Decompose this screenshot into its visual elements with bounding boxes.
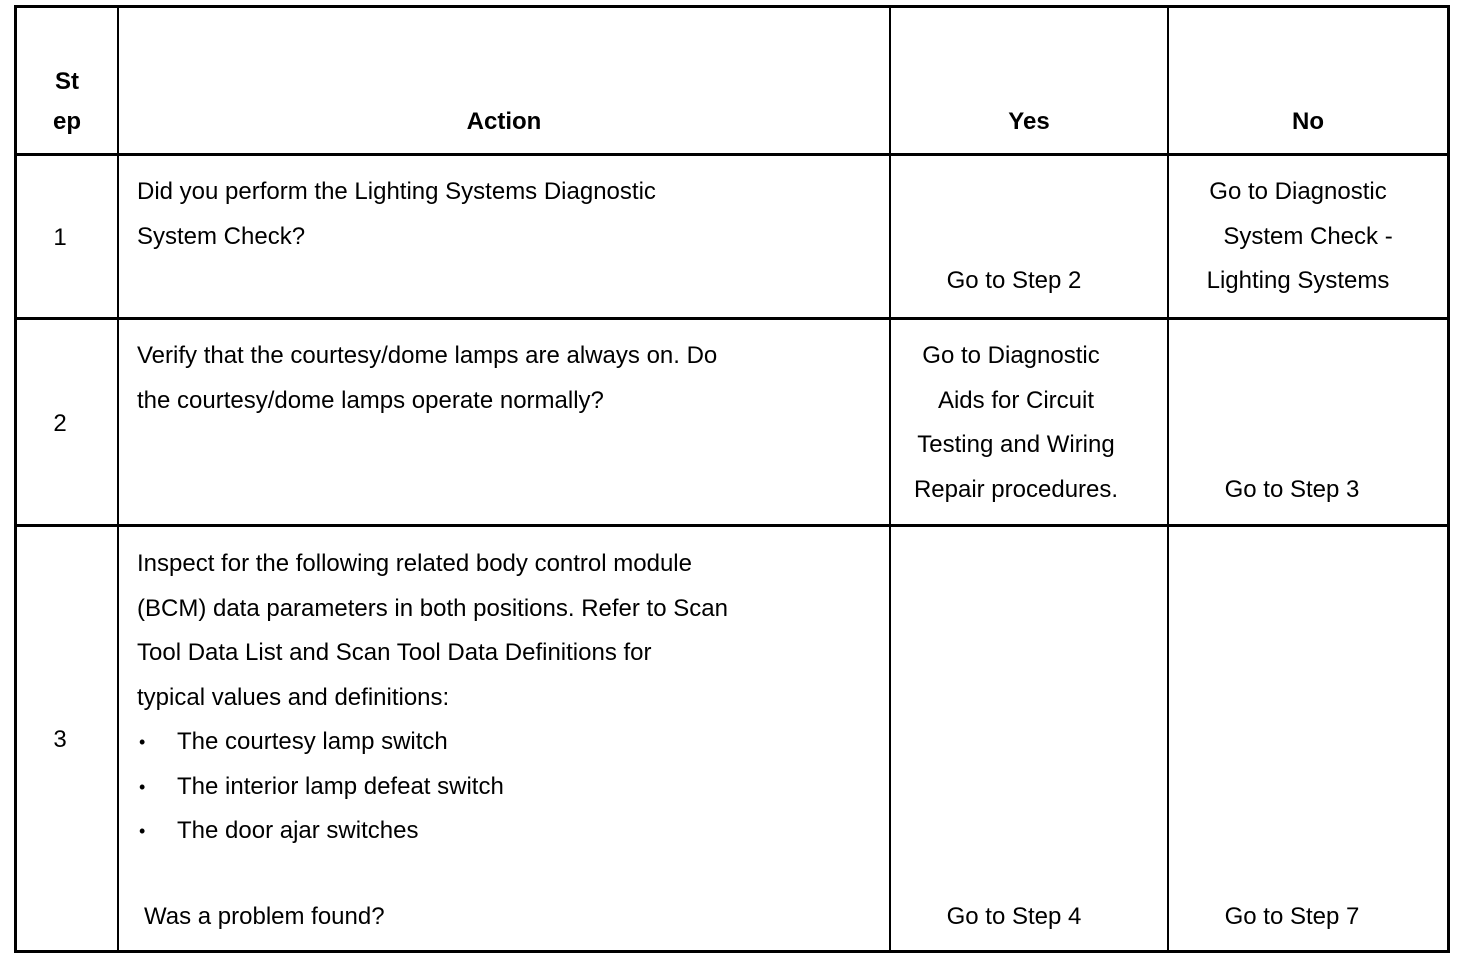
no-cell-2: Go to Step 3 [1224,476,1360,503]
yes-cell-1: Go to Step 2 [946,267,1082,294]
action-text: Inspect for the following related body control module [137,550,692,577]
no-cell-3: Go to Step 7 [1224,903,1360,930]
yes-text: Testing and Wiring [917,431,1115,458]
action-text: Verify that the courtesy/dome lamps are always on. Do [137,342,718,369]
yes-cell-3: Go to Step 4 [946,903,1082,930]
no-cell-1 [1169,170,1427,304]
header-step [17,62,117,142]
bullet-item: • The interior lamp defeat switch [137,765,887,810]
action-cell-1 [137,170,877,259]
action-text: the courtesy/dome lamps operate normally? [137,386,604,414]
no-text: Go to Diagnostic [1209,178,1387,205]
header-action: Action [466,108,542,135]
action-cell-3 [137,542,887,854]
step-number-3: 3 [53,726,67,753]
yes-text: Go to Diagnostic [922,342,1100,369]
no-text: System Check - [1223,222,1393,250]
yes-cell-2 [891,334,1141,512]
action-paragraph [137,542,887,720]
column-divider-step [117,8,119,950]
diagnostic-table [14,5,1450,953]
header-yes: Yes [1008,108,1050,135]
yes-text: Repair procedures. [913,475,1119,503]
bullet-item: • The door ajar switches [137,809,887,854]
step-number-2: 2 [53,410,67,437]
action-text: typical values and definitions: [137,683,450,711]
bullet-list [137,720,887,854]
row-divider-1 [17,317,1447,320]
header-step-line: St [55,68,79,95]
action-question-3: Was a problem found? [144,903,385,930]
no-text: Lighting Systems [1206,267,1390,294]
row-divider-2 [17,524,1447,527]
header-step-line: ep [52,108,81,135]
action-text: Tool Data List and Scan Tool Data Definitions for [137,639,652,666]
action-text: System Check? [137,222,306,250]
yes-text: Aids for Circuit [937,386,1095,414]
row-divider-header [17,153,1447,156]
action-cell-2 [137,334,887,423]
action-text: Did you perform the Lighting Systems Diagnostic [137,178,656,205]
header-no: No [1292,108,1324,135]
bullet-item: • The courtesy lamp switch [137,720,887,765]
action-text: (BCM) data parameters in both positions. Refer to Scan [137,594,728,622]
step-number-1: 1 [53,224,67,251]
